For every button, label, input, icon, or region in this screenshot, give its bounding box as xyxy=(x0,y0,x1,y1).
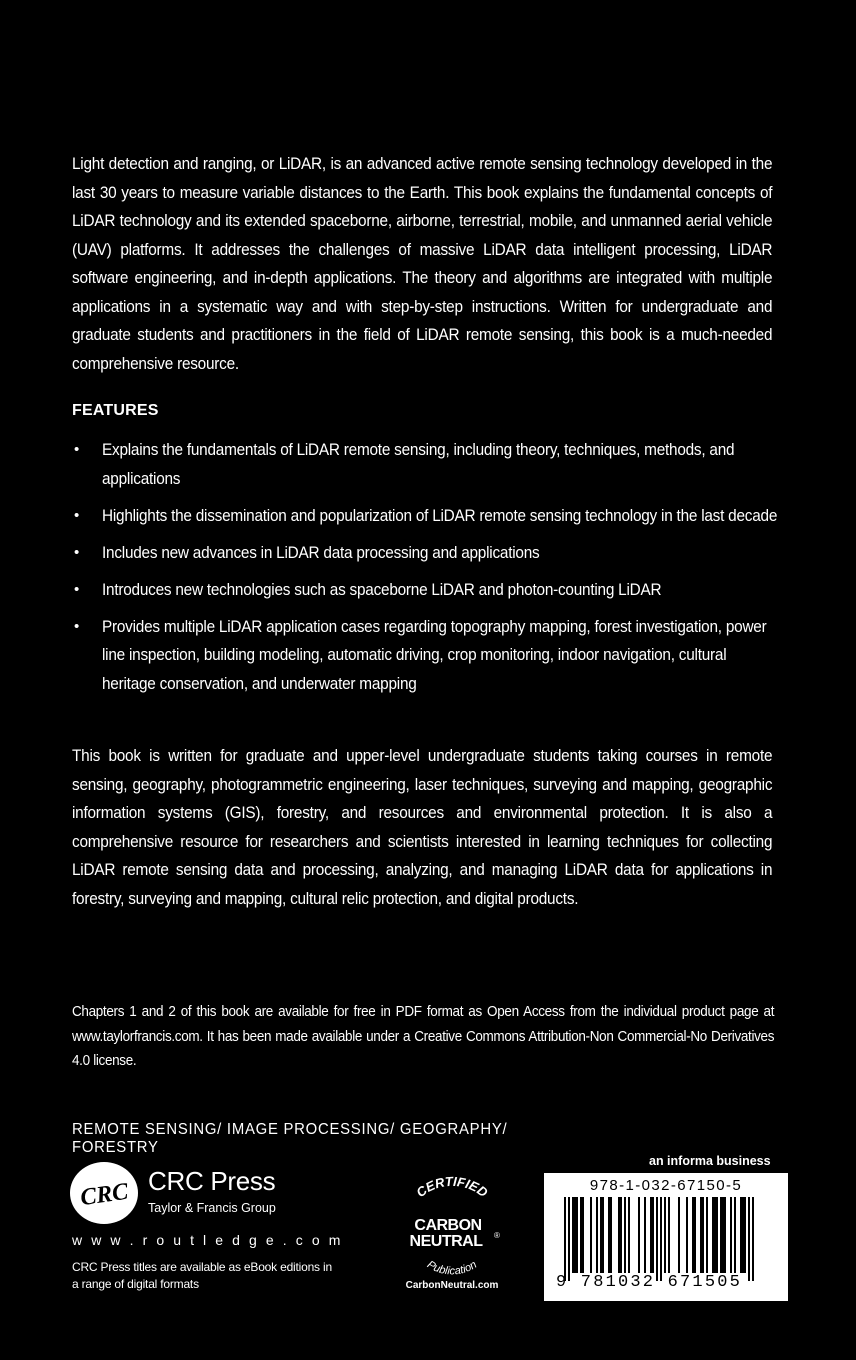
bullet-icon: • xyxy=(74,441,80,458)
barcode-bar xyxy=(694,1197,696,1273)
barcode-bar xyxy=(660,1197,662,1281)
barcode-bar xyxy=(620,1197,622,1273)
carbon-url: CarbonNeutral.com xyxy=(405,1280,499,1291)
barcode-bar xyxy=(716,1197,718,1273)
barcode-bar xyxy=(712,1197,714,1273)
barcode-bar xyxy=(720,1197,722,1273)
barcode-bar xyxy=(652,1197,654,1273)
barcode-bar xyxy=(740,1197,742,1273)
subject-categories: REMOTE SENSING/ IMAGE PROCESSING/ GEOGRAPHY/ FORESTRY xyxy=(72,1121,508,1156)
barcode-bar xyxy=(752,1197,754,1281)
barcode-bar xyxy=(602,1197,604,1273)
barcode-bar xyxy=(608,1197,610,1273)
isbn-barcode xyxy=(544,1173,788,1301)
barcode-bar xyxy=(724,1197,726,1273)
informa-tagline: an informa business xyxy=(649,1154,771,1168)
certified-text: CERTIFIED xyxy=(413,1174,491,1201)
barcode-bar xyxy=(574,1197,576,1273)
barcode-bar xyxy=(700,1197,702,1273)
barcode-bar xyxy=(678,1197,680,1273)
bullet-icon: • xyxy=(74,543,80,561)
list-item: • Includes new advances in LiDAR data processing and applications xyxy=(72,539,832,568)
bullet-icon: • xyxy=(74,580,80,598)
barcode-bar xyxy=(590,1197,592,1273)
list-item: • Introduces new technologies such as spaceborne LiDAR and photon-counting LiDAR xyxy=(72,576,832,605)
barcode-bar xyxy=(644,1197,646,1273)
barcode-bar xyxy=(656,1197,658,1281)
publisher-group: Taylor & Francis Group xyxy=(148,1201,276,1215)
list-item: • Provides multiple LiDAR application cases regarding topography mapping, forest investigation, power line inspection, building modeling, automatic driving, crop monitoring, indoor navigation, cultural heritage conservation, and underwater mapping xyxy=(72,613,832,699)
barcode-bar xyxy=(580,1197,582,1273)
audience-paragraph: This book is written for graduate and upper-level undergraduate students taking courses in remote sensing, geography, photogrammetric engineering, laser techniques, surveying and mapping, geographic information systems (GIS), forestry, and resources and environmental protection. It is also a comprehensive resource for researchers and scientists interested in learning techniques for collecting LiDAR remote sensing data and processing, analyzing, and managing LiDAR data for applications in forestry, surveying and mapping, cultural relic protection, and digital products. xyxy=(72,747,773,908)
registered-mark: ® xyxy=(494,1231,500,1240)
barcode-bar xyxy=(748,1197,750,1281)
barcode-bar xyxy=(628,1197,630,1273)
crc-logo-text: CRC xyxy=(78,1178,130,1212)
carbon-text: CARBON xyxy=(414,1217,482,1234)
publication-text: Publication xyxy=(424,1258,480,1278)
barcode-bar xyxy=(600,1197,602,1273)
crc-press-logo xyxy=(69,1161,139,1225)
bullet-icon: • xyxy=(74,506,80,524)
list-item: • Highlights the dissemination and popularization of LiDAR remote sensing technology in the last decade xyxy=(72,502,832,531)
features-heading: FEATURES xyxy=(72,402,159,419)
barcode-bar xyxy=(568,1197,570,1281)
barcode-bar xyxy=(734,1197,736,1273)
barcode-bar xyxy=(572,1197,574,1273)
barcode-bar xyxy=(686,1197,688,1273)
barcode-bar xyxy=(722,1197,724,1273)
list-item: • Explains the fundamentals of LiDAR remote sensing, including theory, techniques, methods, and applications xyxy=(72,436,832,493)
barcode-bar xyxy=(618,1197,620,1273)
publisher-name: CRC Press xyxy=(148,1166,276,1196)
neutral-text: NEUTRAL xyxy=(409,1233,483,1250)
barcode-bar xyxy=(702,1197,704,1273)
isbn-digits: 9 781032 671505 xyxy=(556,1273,743,1292)
isbn-number: 978-1-032-67150-5 xyxy=(589,1177,743,1194)
barcode-bar xyxy=(714,1197,716,1273)
barcode-bar xyxy=(596,1197,598,1273)
carbon-neutral-logo xyxy=(396,1174,508,1294)
barcode-bar xyxy=(742,1197,744,1273)
publisher-url: w w w . r o u t l e d g e . c o m xyxy=(72,1232,343,1248)
barcode-bar xyxy=(576,1197,578,1273)
barcode-bar xyxy=(650,1197,652,1273)
svg-text:Publication xyxy=(425,1259,479,1278)
barcode-bar xyxy=(638,1197,640,1273)
barcode-bar xyxy=(668,1197,670,1273)
barcode-bar xyxy=(610,1197,612,1273)
barcode-bar xyxy=(706,1197,708,1273)
barcode-bar xyxy=(564,1197,566,1281)
barcode-bar xyxy=(664,1197,666,1273)
features-list xyxy=(72,436,832,707)
barcode-bar xyxy=(692,1197,694,1273)
bullet-icon: • xyxy=(74,617,80,635)
description-paragraph: Light detection and ranging, or LiDAR, is an advanced active remote sensing technology developed in the last 30 years to measure variable distances to the Earth. This book explains the fundamental concepts of LiDAR technology and its extended spaceborne, airborne, terrestrial, mobile, and unmanned aerial vehicle (UAV) platforms. It addresses the challenges of massive LiDAR data intelligent processing, LiDAR software engineering, and in-depth applications. The theory and algorithms are integrated with multiple applications in a systematic way and with step-by-step instructions. Written for undergraduate and graduate students and practitioners in the field of LiDAR remote sensing, this book is a much-needed comprehensive resource. xyxy=(72,155,773,373)
barcode-bar xyxy=(744,1197,746,1273)
barcode-bar xyxy=(582,1197,584,1273)
barcode-bar xyxy=(624,1197,626,1273)
barcode-bar xyxy=(730,1197,732,1273)
svg-text:CERTIFIED xyxy=(413,1174,491,1200)
ebook-note: CRC Press titles are available as eBook editions in a range of digital formats xyxy=(72,1260,332,1291)
open-access-note: Chapters 1 and 2 of this book are available for free in PDF format as Open Access from the individual product page at www.taylorfrancis.com. It has been made available under a Creative Commons Attribution-Non Commercial-No Derivatives 4.0 license. xyxy=(72,1004,775,1069)
